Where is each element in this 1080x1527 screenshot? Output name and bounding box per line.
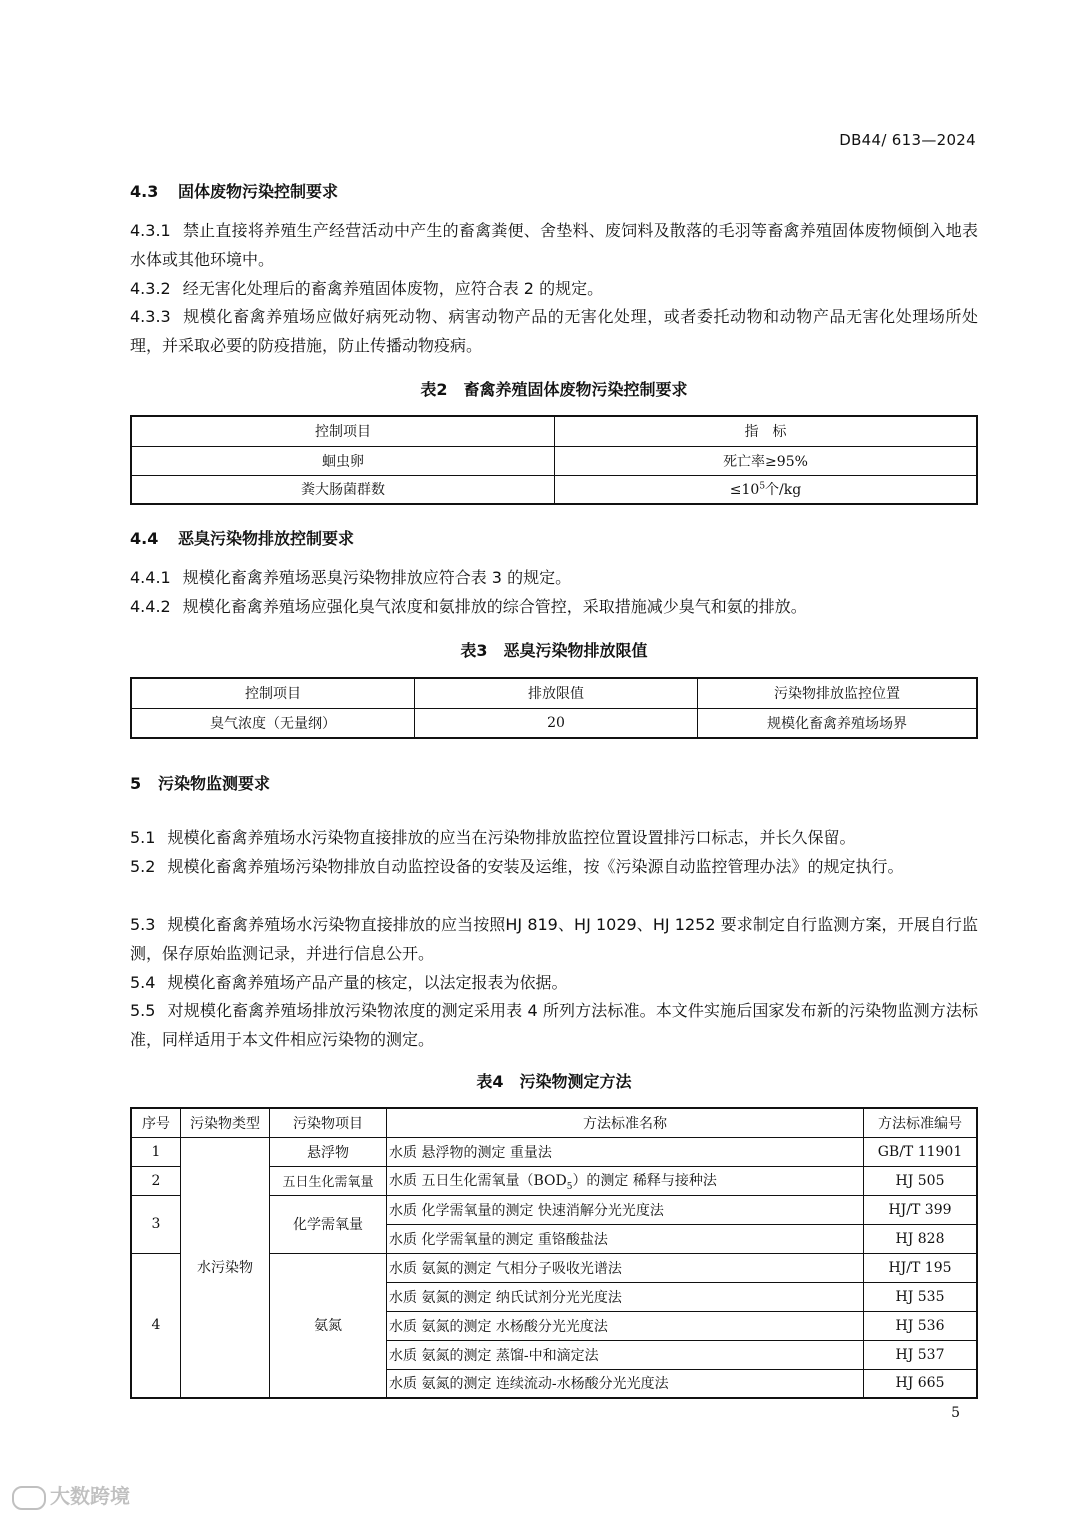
table-header-cell: 控制项目 xyxy=(131,678,415,708)
logo-icon xyxy=(12,1486,46,1510)
table-cell: 死亡率≥95% xyxy=(555,446,978,475)
subscript: 5 xyxy=(566,1181,573,1192)
table-cell: HJ/T 195 xyxy=(864,1253,978,1282)
clause-text: 规模化畜禽养殖场水污染物直接排放的应当在污染物排放监控位置设置排污口标志，并长久保留。 xyxy=(167,828,856,847)
clause-5-5 xyxy=(130,996,978,1054)
section-number: 4.4 xyxy=(130,529,159,548)
table-header-cell: 指 标 xyxy=(555,416,978,446)
section-title: 固体废物污染控制要求 xyxy=(178,182,339,201)
table-4 xyxy=(130,1107,978,1399)
table-cell: 水污染物 xyxy=(181,1137,270,1398)
clause-number: 5.4 xyxy=(130,973,156,992)
clause-5-2 xyxy=(130,852,978,881)
section-title: 恶臭污染物排放控制要求 xyxy=(178,529,355,548)
table-cell: 水质 氨氮的测定 纳氏试剂分光光度法 xyxy=(387,1282,864,1311)
clause-text: 对规模化畜禽养殖场排放污染物浓度的测定采用表 4 所列方法标准。本文件实施后国家发布新的污染物监测方法标准，同样适用于本文件相应污染物的测定。 xyxy=(130,1001,978,1049)
table-cell: 水质 化学需氧量的测定 重铬酸盐法 xyxy=(387,1224,864,1253)
section-title: 污染物监测要求 xyxy=(158,774,271,793)
table-cell: 水质 氨氮的测定 水杨酸分光光度法 xyxy=(387,1311,864,1340)
table-cell: HJ 828 xyxy=(864,1224,978,1253)
clause-number: 5.1 xyxy=(130,828,156,847)
clause-text: 规模化畜禽养殖场恶臭污染物排放应符合表 3 的规定。 xyxy=(182,568,572,587)
table-cell: 水质 氨氮的测定 气相分子吸收光谱法 xyxy=(387,1253,864,1282)
clause-5-3 xyxy=(130,910,978,968)
table-3-caption: 表3 恶臭污染物排放限值 xyxy=(460,641,648,660)
logo-text: 大数跨境 xyxy=(50,1484,130,1508)
clause-number: 5.2 xyxy=(130,857,156,876)
clause-number: 5.5 xyxy=(130,1001,156,1020)
table-cell: 1 xyxy=(131,1137,181,1166)
table-header-row xyxy=(131,416,977,446)
table-header-cell: 污染物排放监控位置 xyxy=(698,678,978,708)
table-cell: 20 xyxy=(415,708,698,738)
table-cell: 五日生化需氧量 xyxy=(270,1166,387,1195)
table-cell: 规模化畜禽养殖场场界 xyxy=(698,708,978,738)
table-row xyxy=(131,446,977,475)
table-cell: HJ 537 xyxy=(864,1340,978,1369)
table-header-cell: 方法标准名称 xyxy=(387,1108,864,1137)
table-cell xyxy=(555,475,978,504)
method-text: ）的测定 稀释与接种法 xyxy=(572,1172,717,1189)
clause-number: 5.3 xyxy=(130,915,156,934)
table-row xyxy=(131,475,977,504)
table-header-row xyxy=(131,678,977,708)
clause-number: 4.4.2 xyxy=(130,597,171,616)
standard-code: DB44/ 613—2024 xyxy=(839,131,976,149)
table-3 xyxy=(130,677,978,739)
table-cell: GB/T 11901 xyxy=(864,1137,978,1166)
table-cell: 悬浮物 xyxy=(270,1137,387,1166)
clause-number: 4.3.3 xyxy=(130,307,171,326)
table-header-row xyxy=(131,1108,977,1137)
page-number: 5 xyxy=(951,1405,960,1421)
table-header-cell: 序号 xyxy=(131,1108,181,1137)
clause-text: 规模化畜禽养殖场应强化臭气浓度和氨排放的综合管控，采取措施减少臭气和氨的排放。 xyxy=(182,597,807,616)
table-cell: 4 xyxy=(131,1253,181,1398)
table-cell: 水质 氨氮的测定 蒸馏-中和滴定法 xyxy=(387,1340,864,1369)
section-5-heading xyxy=(130,771,270,794)
clause-number: 4.3.1 xyxy=(130,221,171,240)
clause-text: 规模化畜禽养殖场应做好病死动物、病害动物产品的无害化处理，或者委托动物和动物产品无害化处理场所处理，并采取必要的防疫措施，防止传播动物疫病。 xyxy=(130,307,978,355)
unit-text: 个/kg xyxy=(765,482,802,499)
clause-4-3-2 xyxy=(130,274,978,303)
table-2-caption: 表2 畜禽养殖固体废物污染控制要求 xyxy=(420,380,688,399)
clause-text: 禁止直接将养殖生产经营活动中产生的畜禽粪便、舍垫料、废饲料及散落的毛羽等畜禽养殖固体废物倾倒入地表水体或其他环境中。 xyxy=(130,221,978,269)
clause-number: 4.3.2 xyxy=(130,279,171,298)
clause-4-3-3 xyxy=(130,302,978,360)
table-cell: HJ/T 399 xyxy=(864,1195,978,1224)
section-4-3-heading xyxy=(130,179,338,202)
table-header-cell: 控制项目 xyxy=(131,416,555,446)
table-cell: 臭气浓度（无量纲） xyxy=(131,708,415,738)
table-cell: 化学需氧量 xyxy=(270,1195,387,1253)
clause-4-4-2 xyxy=(130,592,978,621)
table-header-cell: 污染物项目 xyxy=(270,1108,387,1137)
clause-4-3-1 xyxy=(130,216,978,274)
clause-number: 4.4.1 xyxy=(130,568,171,587)
method-text: 水质 五日生化需氧量（BOD xyxy=(389,1172,567,1189)
table-cell: 水质 化学需氧量的测定 快速消解分光光度法 xyxy=(387,1195,864,1224)
section-number: 4.3 xyxy=(130,182,159,201)
table-cell: HJ 536 xyxy=(864,1311,978,1340)
clause-4-4-1 xyxy=(130,563,978,592)
table-header-cell: 排放限值 xyxy=(415,678,698,708)
table-cell xyxy=(387,1166,864,1195)
table-cell: 3 xyxy=(131,1195,181,1253)
clause-5-1 xyxy=(130,823,978,852)
table-row xyxy=(131,708,977,738)
section-number: 5 xyxy=(130,774,142,793)
clause-text: 规模化畜禽养殖场污染物排放自动监控设备的安装及运维，按《污染源自动监控管理办法》的规定执行。 xyxy=(167,857,904,876)
clause-text: 经无害化处理后的畜禽养殖固体废物，应符合表 2 的规定。 xyxy=(182,279,604,298)
section-4-4-heading xyxy=(130,526,354,549)
clause-text: 规模化畜禽养殖场产品产量的核定，以法定报表为依据。 xyxy=(167,973,568,992)
table-cell: HJ 665 xyxy=(864,1369,978,1398)
table-cell: 水质 悬浮物的测定 重量法 xyxy=(387,1137,864,1166)
table-cell: 粪大肠菌群数 xyxy=(131,475,555,504)
exponent: 5 xyxy=(759,481,766,492)
table-cell: HJ 535 xyxy=(864,1282,978,1311)
table-header-cell: 污染物类型 xyxy=(181,1108,270,1137)
watermark-logo xyxy=(12,1480,130,1510)
clause-text: 规模化畜禽养殖场水污染物直接排放的应当按照HJ 819、HJ 1029、HJ 1252 要求制定自行监测方案，开展自行监测，保存原始监测记录，并进行信息公开。 xyxy=(130,915,978,963)
table-row xyxy=(131,1137,977,1166)
table-cell: 2 xyxy=(131,1166,181,1195)
table-4-caption: 表4 污染物测定方法 xyxy=(476,1072,632,1091)
table-cell: 蛔虫卵 xyxy=(131,446,555,475)
table-header-cell: 方法标准编号 xyxy=(864,1108,978,1137)
clause-5-4 xyxy=(130,968,978,997)
table-2 xyxy=(130,415,978,505)
table-cell: 氨氮 xyxy=(270,1253,387,1398)
table-cell: 水质 氨氮的测定 连续流动-水杨酸分光光度法 xyxy=(387,1369,864,1398)
table-cell: HJ 505 xyxy=(864,1166,978,1195)
value-text: ≤10 xyxy=(729,482,760,499)
